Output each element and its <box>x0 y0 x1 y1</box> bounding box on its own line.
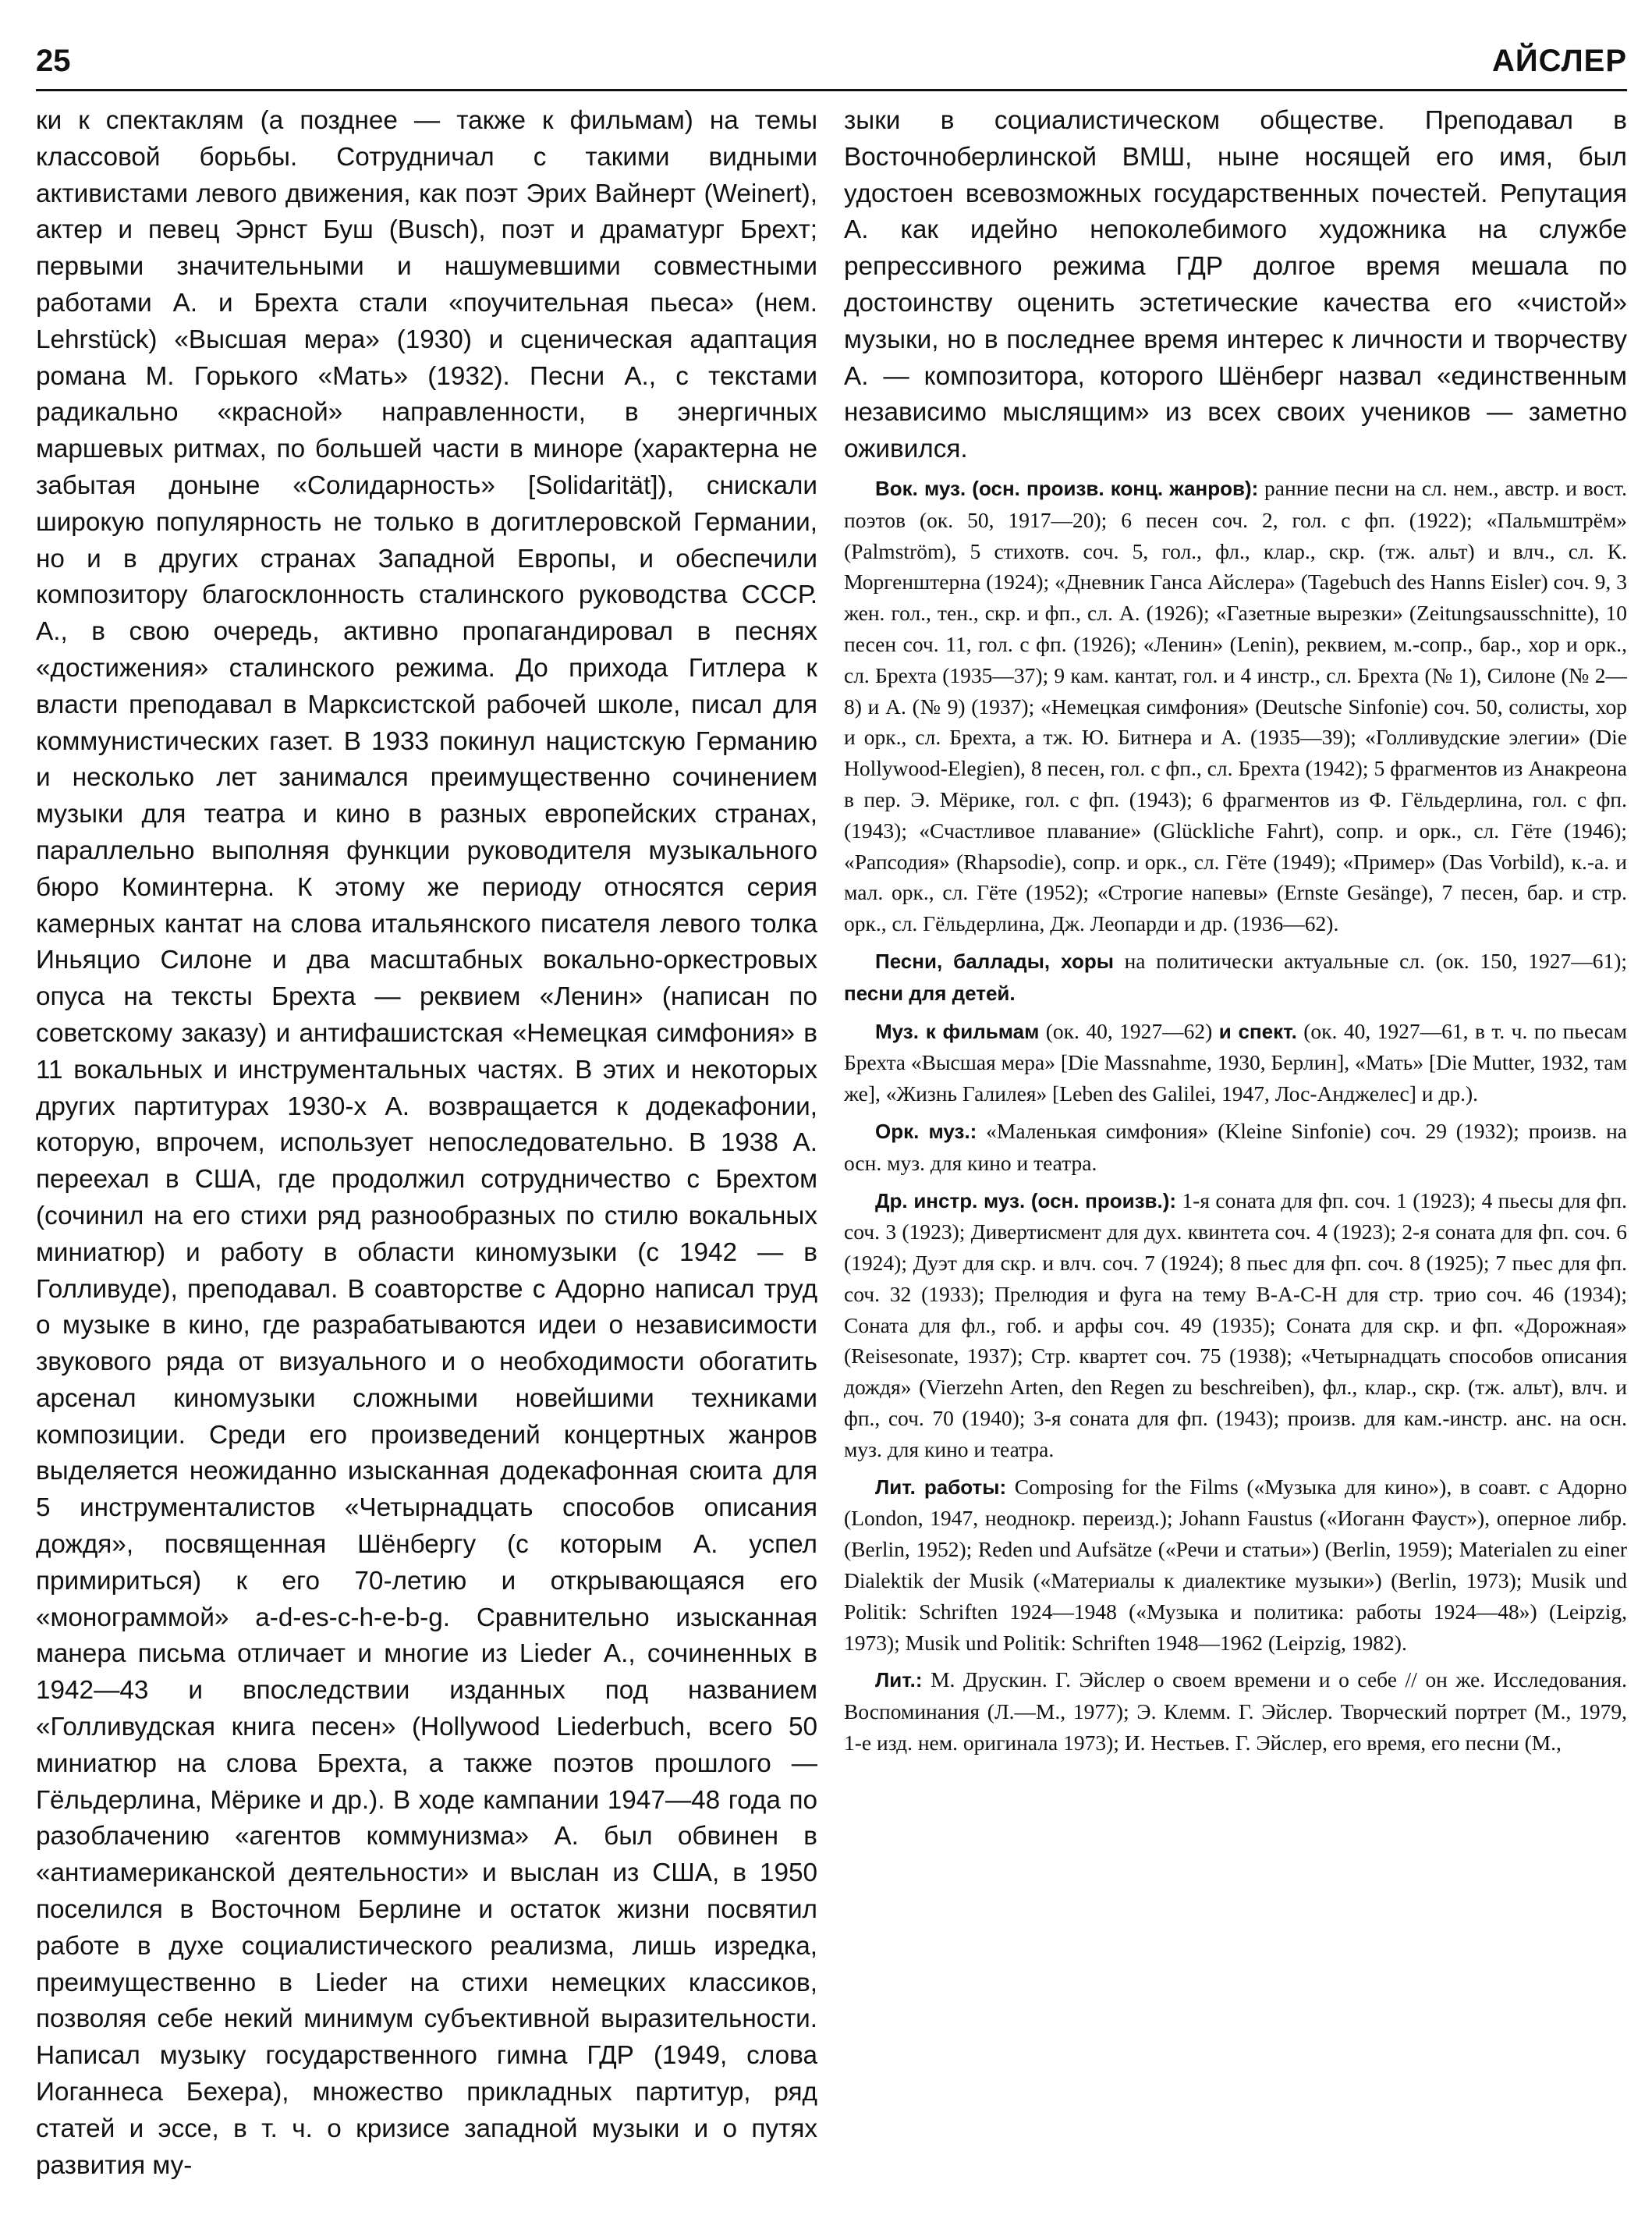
works-literary-text: Composing for the Films («Музыка для кино»), в соавт. с Адорно (London, 1947, неоднокр. переизд.); Johann Faustus («Иоганн Фауст»), оперное либр. (Berlin, 1952); Reden und Aufsätze («Речи и статьи») (Berlin, 1959); Materialen zu einer Dialektik der Musik («Материалы к диалектике музыки») (Berlin, 1973); Musik und Politik: Schriften 1924—1948 («Музыка и политика: работы 1924—48») (Leipzig, 1973); Musik und Politik: Schriften 1948—1962 (Leipzig, 1982). <box>844 1474 1627 1655</box>
works-songs-text: на политически актуальные сл. (ок. 150, 1927—61); <box>1113 948 1627 973</box>
works-orchestral-text: «Маленькая симфония» (Kleine Sinfonie) соч. 29 (1932); произв. на осн. муз. для кино и театра. <box>844 1118 1627 1175</box>
works-film-label: Муз. к фильмам <box>875 1019 1040 1043</box>
works-theatre-text: (ок. 40, 1927—61, в т. ч. по пьесам Брехта «Высшая мера» [Die Massnahme, 1930, Берлин], «Мать» [Die Mutter, 1932, там же], «Жизнь Галилея» [Leben des Galilei, 1947, Лос-Анджелес] и др.). <box>844 1018 1627 1106</box>
works-literary-label: Лит. работы: <box>875 1475 1007 1499</box>
works-songs <box>844 946 1627 1010</box>
works-literary <box>844 1471 1627 1659</box>
bibliography <box>844 1664 1627 1758</box>
left-column-text: ки к спектаклям (а позднее — также к фильмам) на темы классовой борьбы. Сотрудничал с такими видными активистами левого движения, как поэт Эрих Вайнерт (Weinert), актер и певец Эрнст Буш (Busch), поэт и драматург Брехт; первыми значительными и нашумевшими совместными работами А. и Брехта стали «поучительная пьеса» (нем. Lehrstück) «Высшая мера» (1930) и сценическая адаптация романа М. Горького «Мать» (1932). Песни А., с текстами радикально «красной» направленности, в энергичных маршевых ритмах, по большей части в миноре (характерна не забытая доныне «Солидарность» [Solidarität]), снискали широкую популярность не только в догитлеровской Германии, но и в других странах Западной Европы, и обеспечили композитору благосклонность сталинского руководства СССР. А., в свою очередь, активно пропагандировал в песнях «достижения» сталинского режима. До прихода Гитлера к власти преподавал в Марксистской рабочей школе, писал для коммунистических газет. В 1933 покинул нацистскую Германию и несколько лет занимался преимущественно сочинением музыки для театра и кино в разных европейских странах, параллельно выполняя функции руководителя музыкального бюро Коминтерна. К этому же периоду относятся серия камерных кантат на слова итальянского писателя левого толка Иньяцио Силоне и два масштабных вокально-оркестровых опуса на тексты Брехта — реквием «Ленин» (написан по советскому заказу) и антифашистская «Немецкая симфония» в 11 вокальных и инструментальных частях. В этих и некоторых других партитурах 1930-х А. возвращается к додекафонии, которую, впрочем, использует непоследовательно. В 1938 А. переехал в США, где продолжил сотрудничество с Брехтом (сочинил на его стихи ряд разнообразных по стилю вокальных миниатюр) и работу в области киномузыки (с 1942 — в Голливуде), преподавал. В соавторстве с Адорно написал труд о музыке в кино, где разрабатываются идеи о независимости звукового ряда от визуального и о необходимости обогатить арсенал киномузыки сложными новейшими техниками композиции. Среди его произведений концертных жанров выделяется неожиданно изысканная додекафонная сюита для 5 инструменталистов «Четырнадцать способов описания дождя», посвященная Шёнбергу (с которым А. успел примириться) к его 70-летию и открывающаяся его «монограммой» a-d-es-c-h-e-b-g. Сравнительно изысканная манера письма отличает и многие из Lieder А., сочиненных в 1942—43 и впоследствии изданных под названием «Голливудская книга песен» (Hollywood Liederbuch, всего 50 миниатюр на слова Брехта, а также поэтов прошлого — Гёльдерлина, Мёрике и др.). В ходе кампании 1947—48 года по разоблачению «агентов коммунизма» А. был обвинен в «антиамериканской деятельности» и выслан из США, в 1950 поселился в Восточном Берлине и остаток жизни посвятил работе в духе социалистического реализма, лишь изредка, преимущественно в Lieder на стихи немецких классиков, позволяя себе некий минимум субъективной выразительности. Написал музыку государственного гимна ГДР (1949, слова Иоганнеса Бехера), множество прикладных партитур, ряд статей и эссе, в т. ч. о кризисе западной музыки и о путях развития му- <box>36 106 817 2180</box>
works-instrumental-label: Др. инстр. муз. (осн. произв.): <box>875 1188 1177 1212</box>
bibliography-label: Лит.: <box>875 1668 923 1692</box>
works-film-text: (ок. 40, 1927—62) <box>1039 1018 1219 1043</box>
left-column <box>36 103 817 2225</box>
works-vocal-label: Вок. муз. (осн. произв. конц. жанров): <box>875 476 1259 500</box>
works-instrumental <box>844 1185 1627 1465</box>
works-theatre-label: и спект. <box>1218 1019 1297 1043</box>
works-film <box>844 1016 1627 1109</box>
works-songs-children-label: песни для детей. <box>844 981 1016 1005</box>
works-orchestral <box>844 1116 1627 1179</box>
running-title: АЙСЛЕР <box>1492 44 1627 78</box>
page-header <box>36 44 1627 91</box>
works-orchestral-label: Орк. муз.: <box>875 1119 977 1143</box>
works-vocal-text: ранние песни на сл. нем., австр. и вост. поэтов (ок. 50, 1917—20); 6 песен соч. 2, гол. с фп. (1922); «Пальмштрём» (Palmström), 5 стихотв. соч. 5, гол., фл., клар., скр. (тж. альт) и влч., сл. К. Моргенштерна (1924); «Дневник Ганса Айслера» (Tagebuch des Hanns Eisler) соч. 9, 3 жен. гол., тен., скр. и фп., сл. А. (1926); «Газетные вырезки» (Zeitungsausschnitte), 10 песен соч. 11, гол. с фп. (1926); «Ленин» (Lenin), реквием, м.-сопр., бар., хор и орк., сл. Брехта (1935—37); 9 кам. кантат, гол. и 4 инстр., сл. Брехта (№ 1), Силоне (№ 2—8) и А. (№ 9) (1937); «Немецкая симфония» (Deutsche Sinfonie) соч. 50, солисты, хор и орк., сл. Брехта, а тж. Ю. Битнера и А. (1935—39); «Голливудские элегии» (Die Hollywood-Elegien), 8 песен, гол. с фп., сл. Брехта (1942); 5 фрагментов из Анакреона в пер. Э. Мёрике, гол. с фп. (1943); 6 фрагментов из Ф. Гёльдерлина, гол. с фп. (1943); «Счастливое плавание» (Glückliche Fahrt), сопр. и орк., сл. Гёте (1946); «Рапсодия» (Rhapsodie), сопр. и орк., сл. Гёте (1949); «Пример» (Das Vorbild), к.-а. и мал. орк., сл. Гёте (1952); «Строгие напевы» (Ernste Gesänge), 7 песен, бар. и стр. орк., сл. Гёльдерлина, Дж. Леопарди и др. (1936—62). <box>844 475 1627 936</box>
page-number: 25 <box>36 44 71 78</box>
works-vocal <box>844 473 1627 939</box>
right-column-lead: зыки в социалистическом обществе. Преподавал в Восточноберлинской ВМШ, ныне носящей его имя, был удостоен всевозможных государственных почестей. Репутация А. как идейно непоколебимого художника на службе репрессивного режима ГДР долгое время мешала по достоинству оценить эстетические качества его «чистой» музыки, но в последнее время интерес к личности и творчеству А. — композитора, которого Шёнберг назвал «единственным независимо мыслящим» из всех своих учеников — заметно оживился. <box>844 106 1627 464</box>
bibliography-text: М. Друскин. Г. Эйслер о своем времени и о себе // он же. Исследования. Воспоминания (Л.—М., 1977); Э. Клемм. Г. Эйслер. Творческий портрет (М., 1979, 1-е изд. нем. оригинала 1973); И. Нестьев. Г. Эйслер, его время, его песни (М., <box>844 1667 1627 1755</box>
works-songs-label: Песни, баллады, хоры <box>875 949 1114 973</box>
works-instrumental-text: 1-я соната для фп. соч. 1 (1923); 4 пьесы для фп. соч. 3 (1923); Дивертисмент для дух. квинтета соч. 4 (1923); 2-я соната для фп. соч. 6 (1924); Дуэт для скр. и влч. соч. 7 (1924); 8 пьес для фп. соч. 8 (1925); 7 пьес для фп. соч. 32 (1933); Прелюдия и фуга на тему B-A-C-H для стр. трио соч. 46 (1934); Соната для фл., гоб. и арфы соч. 49 (1935); Соната для скр. и фп. «Дорожная» (Reisesonate, 1937); Стр. квартет соч. 75 (1938); «Четырнадцать способов описания дождя» (Vierzehn Arten, den Regen zu beschreiben), фл., клар., скр. (тж. альт), влч. и фп., соч. 70 (1940); 3-я соната для фп. (1943); произв. для кам.-инстр. анс. на осн. муз. для кино и театра. <box>844 1187 1627 1461</box>
right-column <box>844 103 1627 2225</box>
